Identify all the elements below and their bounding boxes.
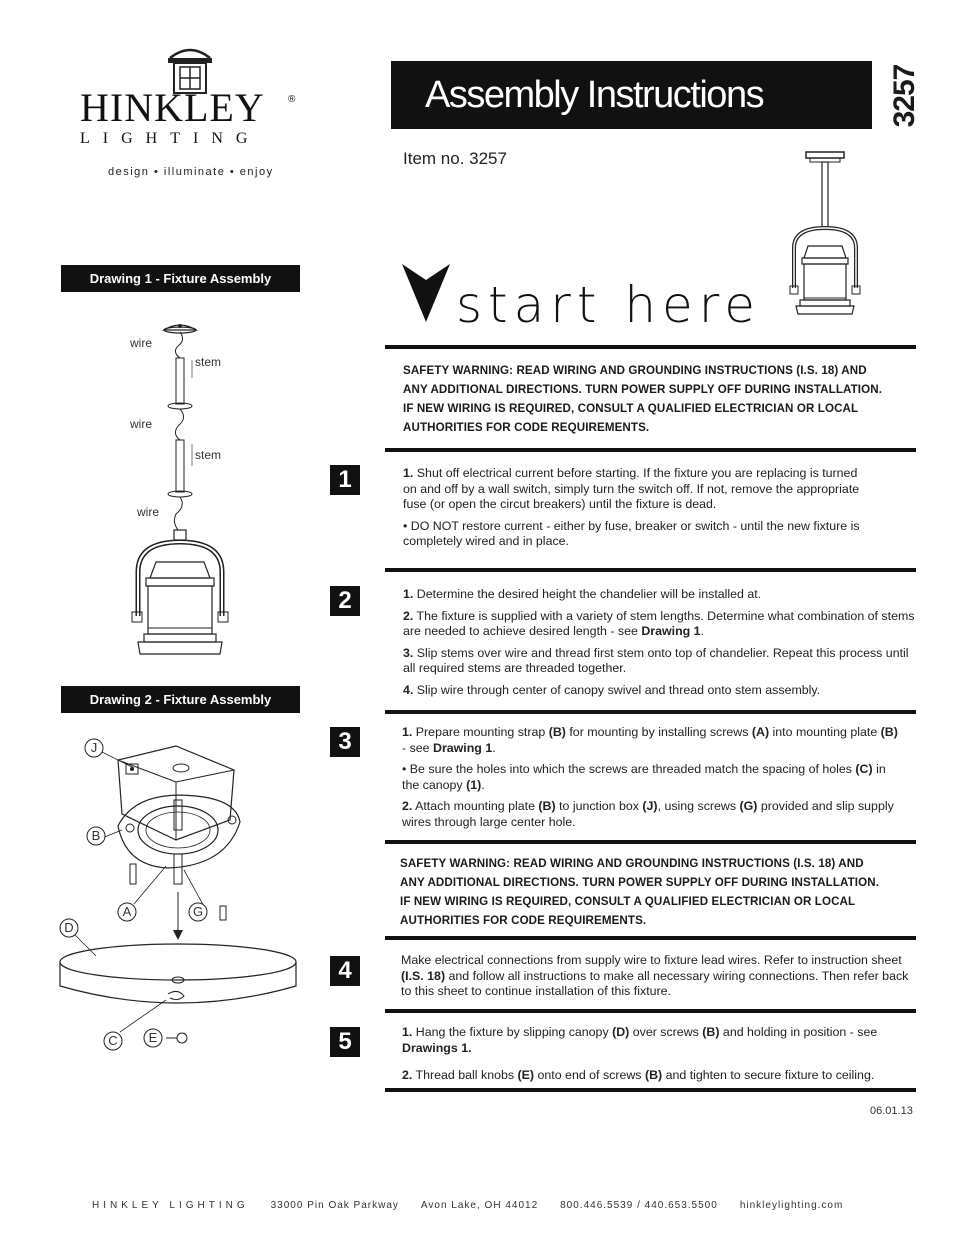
footer-address: 33000 Pin Oak Parkway bbox=[270, 1200, 399, 1211]
step-3-number: 3 bbox=[330, 727, 360, 757]
divider-step-2 bbox=[385, 568, 916, 572]
callout-g: G bbox=[192, 904, 204, 919]
callout-b: B bbox=[91, 828, 101, 843]
step-2-text: 1. Determine the desired height the chandelier will be installed at. 2. The fixture is supplied with a variety of stem lengths. Determine what combination of stems are needed to achieve desired length - see Drawing 1. 3. Slip stems over wire and thread first stem onto top of chandelier. Repeat this process until all required stems are threaded together. 4. Slip wire through center of canopy swivel and thread onto stem assembly. bbox=[403, 587, 915, 697]
callout-e: E bbox=[148, 1030, 158, 1045]
footer-phone: 800.446.5539 / 440.653.5500 bbox=[560, 1200, 718, 1211]
callout-j: J bbox=[90, 740, 98, 755]
title-bar: Assembly Instructions bbox=[391, 61, 872, 129]
step-1-text: 1. Shut off electrical current before starting. If the fixture you are replacing is turned on and off by a wall switch, simply turn the switch off. If not, remove the appropriate fuse (or open the circut breakers) until the fixture is dead. • DO NOT restore current - either by fuse, breaker or switch - until the new fixture is completely wired and in place. bbox=[403, 466, 860, 548]
step-3-text: 1. Prepare mounting strap (B) for mounting by installing screws (A) into mounting plate (B) - see Drawing 1. • Be sure the holes into which the screws are threaded match the spacing of holes (C) in the canopy (1). 2. Attach mounting plate (B) to junction box (J), using screws (G) provided and slip supply wires through large center hole. bbox=[402, 725, 898, 829]
step-5-text: 1. Hang the fixture by slipping canopy (D) over screws (B) and holding in position - see Drawings 1. 2. Thread ball knobs (E) onto end of screws (B) and tighten to secure fixture to ceiling. bbox=[402, 1025, 878, 1082]
step-5-number: 5 bbox=[330, 1027, 360, 1057]
item-number: Item no. 3257 bbox=[403, 149, 507, 168]
footer bbox=[92, 1200, 872, 1211]
footer-website: hinkleylighting.com bbox=[739, 1200, 844, 1211]
drawing-2-header: Drawing 2 - Fixture Assembly bbox=[61, 686, 300, 713]
revision-date: 06.01.13 bbox=[870, 1105, 913, 1117]
safety-warning-1: SAFETY WARNING: READ WIRING AND GROUNDING INSTRUCTIONS (I.S. 18) AND ANY ADDITIONAL DIRECTIONS. TURN POWER SUPPLY OFF DURING INSTALLATION. IF NEW WIRING IS REQUIRED, CONSULT A QUALIFIED ELECTRICIAN OR LOCAL AUTHORITIES FOR CODE REQUIREMENTS. bbox=[403, 364, 883, 434]
drawing-1-fixture-assembly bbox=[120, 316, 240, 666]
logo-tagline: design • illuminate • enjoy bbox=[108, 166, 274, 178]
label-stem-2: stem bbox=[195, 448, 222, 462]
drawing-2-fixture-assembly bbox=[56, 730, 316, 1060]
divider-step-3 bbox=[385, 710, 916, 714]
divider-top bbox=[385, 345, 916, 349]
callout-d: D bbox=[64, 920, 74, 935]
label-wire-3: wire bbox=[137, 505, 160, 519]
label-stem-1: stem bbox=[195, 355, 222, 369]
start-here-heading: start here bbox=[456, 276, 762, 334]
drawing-1-header: Drawing 1 - Fixture Assembly bbox=[61, 265, 300, 292]
callout-a: A bbox=[122, 904, 132, 919]
footer-city: Avon Lake, OH 44012 bbox=[420, 1200, 539, 1211]
footer-brand: HINKLEY LIGHTING bbox=[92, 1200, 249, 1211]
side-item-number: 3257 bbox=[888, 64, 921, 128]
label-wire-1: wire bbox=[130, 336, 153, 350]
divider-bottom bbox=[385, 1088, 916, 1092]
safety-warning-2: SAFETY WARNING: READ WIRING AND GROUNDING INSTRUCTIONS (I.S. 18) AND ANY ADDITIONAL DIRECTIONS. TURN POWER SUPPLY OFF DURING INSTALLATION. IF NEW WIRING IS REQUIRED, CONSULT A QUALIFIED ELECTRICIAN OR LOCAL AUTHORITIES FOR CODE REQUIREMENTS. bbox=[400, 857, 880, 927]
fixture-illustration bbox=[780, 148, 870, 328]
step-1-number: 1 bbox=[330, 465, 360, 495]
divider-step-5 bbox=[385, 1009, 916, 1013]
logo-registered-mark: ® bbox=[288, 94, 296, 105]
callout-c: C bbox=[108, 1033, 118, 1048]
label-wire-2: wire bbox=[130, 417, 153, 431]
logo-subtitle: LIGHTING bbox=[80, 130, 261, 147]
arrow-down-icon bbox=[402, 264, 450, 324]
divider-step-4 bbox=[385, 936, 916, 940]
step-4-number: 4 bbox=[330, 956, 360, 986]
divider-step-1 bbox=[385, 448, 916, 452]
divider-warning-2 bbox=[385, 840, 916, 844]
logo-wordmark: HINKLEY bbox=[80, 85, 265, 130]
step-2-number: 2 bbox=[330, 586, 360, 616]
step-4-text: Make electrical connections from supply wire to fixture lead wires. Refer to instruction sheet (I.S. 18) and follow all instructions to make all necessary wiring connections. Then refer back to this sheet to continue installation of this fixture. bbox=[401, 953, 909, 998]
